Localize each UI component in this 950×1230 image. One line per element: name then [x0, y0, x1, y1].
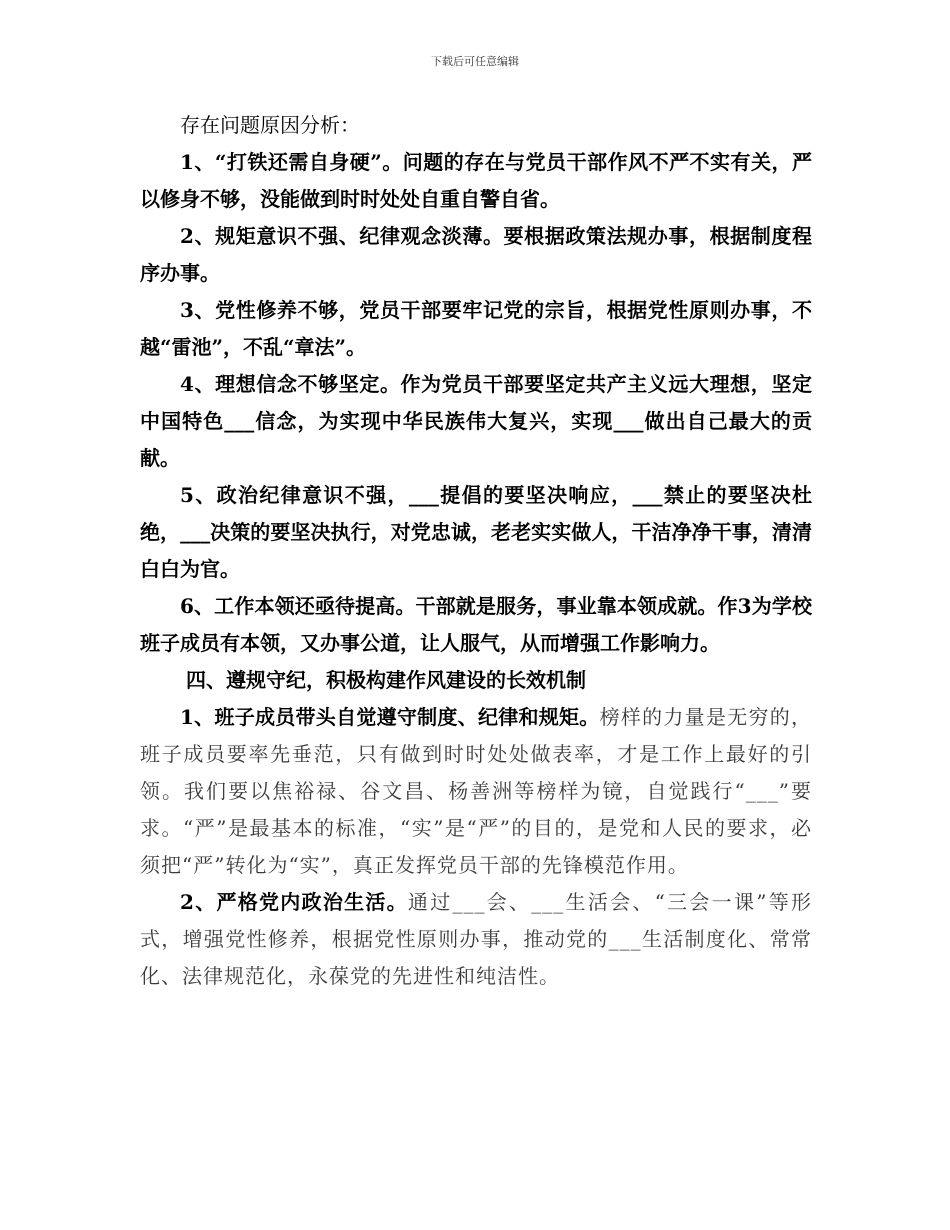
paragraph-3 [140, 292, 812, 366]
document-body [140, 107, 812, 995]
section-4-paragraph-2-lead: 2、严格党内政治生活。 [180, 890, 408, 914]
paragraph-6 [140, 588, 812, 662]
section-4-paragraph-1-body: 榜样的力量是无穷的，班子成员要率先垂范，只有做到时时处处做表率，才是工作上最好的引领。我们要以焦裕禄、谷文昌、杨善洲等榜样为镜，自觉践行“___”要求。“严”是最基本的标准，“实”是“严”的目的，是党和人民的要求，必须把“严”转化为“实”，真正发挥党员干部的先锋模范作用。 [140, 705, 813, 877]
page-header: 下载后可任意编辑 [431, 55, 519, 68]
paragraph-5 [140, 477, 812, 588]
section-4-paragraph-1 [140, 699, 812, 884]
paragraph-4 [140, 366, 812, 477]
paragraph-1-text: 1、“打铁还需自身硬”。问题的存在与党员干部作风不严不实有关，严以修身不够，没能做到时时处处自重自警自省。 [140, 150, 812, 211]
paragraph-2-text: 2、规矩意识不强、纪律观念淡薄。要根据政策法规办事，根据制度程序办事。 [140, 224, 812, 285]
paragraph-3-text: 3、党性修养不够，党员干部要牢记党的宗旨，根据党性原则办事，不越“雷池”，不乱“章法”。 [140, 298, 812, 359]
section-4-paragraph-1-lead: 1、班子成员带头自觉遵守制度、纪律和规矩。 [180, 705, 600, 729]
paragraph-intro: 存在问题原因分析： [180, 113, 360, 137]
paragraph-5-text: 5、政治纪律意识不强，___提倡的要坚决响应，___禁止的要坚决杜绝，___决策的要坚决执行，对党忠诚，老老实实做人，干洁净净干事，清清白白为官。 [140, 483, 812, 581]
section-4-title [140, 662, 812, 699]
paragraph-1 [140, 144, 812, 218]
section-4-paragraph-2-body: 通过___会、___生活会、“三会一课”等形式，增强党性修养，根据党性原则办事，推动党的___生活制度化、常常化、法律规范化，永葆党的先进性和纯洁性。 [140, 890, 813, 988]
paragraph-2 [140, 218, 812, 292]
section-4-paragraph-2 [140, 884, 812, 995]
paragraph-4-text: 4、理想信念不够坚定。作为党员干部要坚定共产主义远大理想，坚定中国特色___信念，为实现中华民族伟大复兴，实现___做出自己最大的贡献。 [140, 372, 812, 470]
paragraph-6-text: 6、工作本领还亟待提高。干部就是服务，事业靠本领成就。作3为学校班子成员有本领，又办事公道，让人服气，从而增强工作影响力。 [140, 594, 812, 655]
section-4-title-text: 四、遵规守纪，积极构建作风建设的长效机制 [186, 668, 586, 692]
